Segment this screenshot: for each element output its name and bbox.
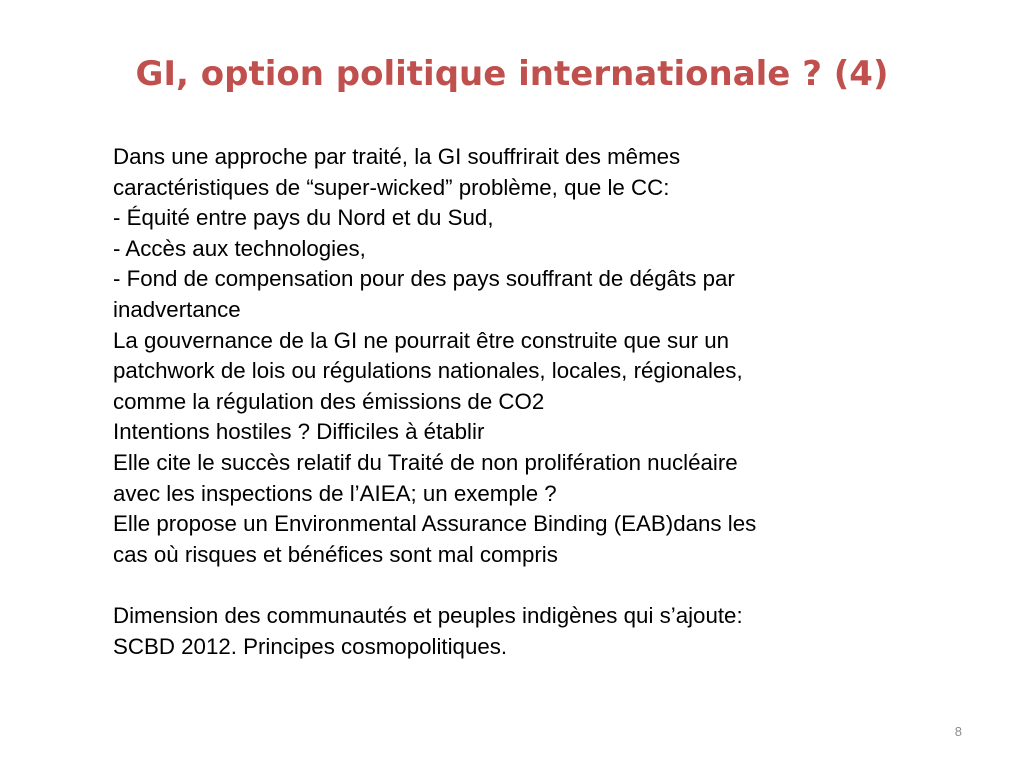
body-line: comme la régulation des émissions de CO2 <box>113 388 545 414</box>
body-line: Elle cite le succès relatif du Traité de non prolifération nucléaire <box>113 449 738 475</box>
body-line: caractéristiques de “super-wicked” problème, que le CC: <box>113 174 670 200</box>
blank-line <box>113 570 953 601</box>
body-line: inadvertance <box>113 296 241 322</box>
body-line: avec les inspections de l’AIEA; un exemple ? <box>113 480 557 506</box>
body-line: Intentions hostiles ? Difficiles à établir <box>113 419 485 445</box>
slide-number: 8 <box>954 724 962 739</box>
slide-title: GI, option politique internationale ? (4) <box>135 54 889 94</box>
body-line: patchwork de lois ou régulations nationales, locales, régionales, <box>113 358 743 384</box>
body-line: - Accès aux technologies, <box>113 235 366 261</box>
body-line: SCBD 2012. Principes cosmopolitiques. <box>113 633 508 659</box>
body-line: Dans une approche par traité, la GI souffrirait des mêmes <box>113 144 681 169</box>
body-line: cas où risques et bénéfices sont mal compris <box>113 541 558 567</box>
body-line: - Fond de compensation pour des pays souffrant de dégâts par <box>113 266 735 292</box>
slide-body <box>113 142 953 662</box>
body-line: Dimension des communautés et peuples indigènes qui s’ajoute: <box>113 602 743 628</box>
body-line: La gouvernance de la GI ne pourrait être construite que sur un <box>113 327 730 353</box>
body-line: Elle propose un Environmental Assurance Binding (EAB)dans les <box>113 511 757 537</box>
body-line: - Équité entre pays du Nord et du Sud, <box>113 205 494 231</box>
